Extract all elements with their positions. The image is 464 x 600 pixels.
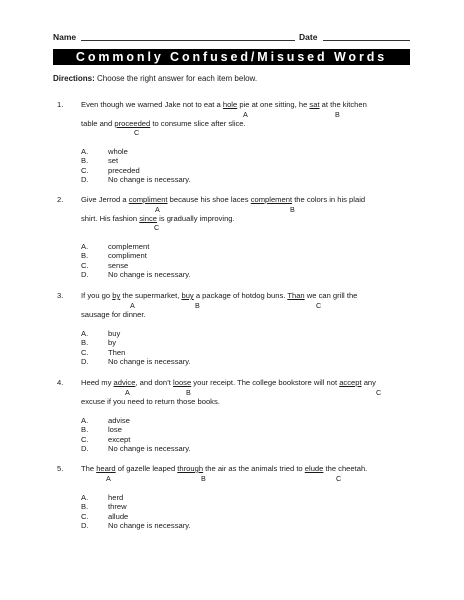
underlined-word-c: proceeded bbox=[114, 119, 151, 128]
choice-a[interactable]: A. herd bbox=[81, 493, 124, 502]
choice-c[interactable]: C. sense bbox=[81, 260, 129, 270]
choice-b[interactable]: B. threw bbox=[81, 502, 127, 512]
label-b: B bbox=[201, 474, 206, 483]
directions-label: Directions: bbox=[53, 74, 95, 83]
label-c: C bbox=[316, 301, 322, 310]
underlined-word-c: since bbox=[139, 214, 157, 223]
answer-choices bbox=[81, 147, 191, 184]
question-line-2: shirt. His fashion since is gradually improving. bbox=[81, 214, 235, 223]
choice-b[interactable]: B. by bbox=[81, 338, 117, 348]
underlined-word-c: Than bbox=[287, 291, 305, 300]
underlined-word-a: heard bbox=[96, 464, 116, 473]
underlined-word-a: hole bbox=[222, 100, 238, 109]
question-line-1: If you go by the supermarket, buy a package of hotdog buns. Than we can grill the bbox=[81, 291, 358, 300]
directions-text: Choose the right answer for each item below. bbox=[94, 74, 258, 83]
choice-d[interactable]: D. No change is necessary. bbox=[81, 520, 191, 530]
answer-choices bbox=[81, 493, 191, 530]
choice-b[interactable]: B. lose bbox=[81, 425, 122, 435]
underlined-word-b: buy bbox=[181, 291, 194, 300]
label-b: B bbox=[195, 301, 200, 310]
question-line-2: excuse if you need to return those books. bbox=[81, 397, 220, 406]
question-line-1: Give Jerrod a compliment because his shoe laces complement the colors in his plaid bbox=[81, 195, 366, 204]
answer-choices bbox=[81, 416, 191, 453]
name-label: Name bbox=[53, 32, 77, 42]
question-number: 1. bbox=[57, 100, 64, 109]
label-c: C bbox=[134, 128, 140, 137]
choice-d[interactable]: D. No change is necessary. bbox=[81, 174, 191, 184]
label-b: B bbox=[290, 205, 295, 214]
label-a: A bbox=[243, 110, 248, 119]
directions bbox=[53, 74, 257, 83]
label-a: A bbox=[125, 388, 130, 397]
question-number: 2. bbox=[57, 195, 64, 204]
choice-a[interactable]: A. complement bbox=[81, 242, 150, 251]
question-line-1: Heed my advice, and don’t loose your receipt. The college bookstore will not accept any bbox=[81, 378, 376, 387]
label-c: C bbox=[376, 388, 382, 397]
choice-d[interactable]: D. No change is necessary. bbox=[81, 269, 191, 279]
question-line-1: The heard of gazelle leaped through the air as the animals tried to elude the cheetah. bbox=[81, 464, 368, 473]
underlined-word-b: complement bbox=[250, 195, 293, 204]
name-field-line[interactable] bbox=[81, 40, 295, 41]
underlined-word-a: advice bbox=[113, 378, 136, 387]
label-b: B bbox=[186, 388, 191, 397]
underlined-word-b: through bbox=[177, 464, 204, 473]
label-b: B bbox=[335, 110, 340, 119]
choice-a[interactable]: A. advise bbox=[81, 416, 130, 425]
question-line-2: table and proceeded to consume slice after slice. bbox=[81, 119, 246, 128]
answer-choices bbox=[81, 242, 191, 279]
underlined-word-c: elude bbox=[304, 464, 324, 473]
worksheet-title: Commonly Confused/Misused Words bbox=[53, 49, 410, 65]
underlined-word-a: by bbox=[112, 291, 121, 300]
question-number: 4. bbox=[57, 378, 64, 387]
label-c: C bbox=[336, 474, 342, 483]
question-number: 3. bbox=[57, 291, 64, 300]
choice-a[interactable]: A. buy bbox=[81, 329, 121, 338]
choice-b[interactable]: B. set bbox=[81, 156, 119, 166]
choice-b[interactable]: B. compliment bbox=[81, 251, 147, 261]
question-line-2: sausage for dinner. bbox=[81, 310, 146, 319]
label-a: A bbox=[106, 474, 111, 483]
underlined-word-a: compliment bbox=[128, 195, 168, 204]
underlined-word-b: sat bbox=[309, 100, 320, 109]
choice-a[interactable]: A. whole bbox=[81, 147, 128, 156]
date-label: Date bbox=[299, 32, 318, 42]
choice-c[interactable]: C. except bbox=[81, 434, 131, 444]
question-line-1: Even though we warned Jake not to eat a hole pie at one sitting, he sat at the kitchen bbox=[81, 100, 367, 109]
underlined-word-c: accept bbox=[339, 378, 362, 387]
underlined-word-b: loose bbox=[173, 378, 192, 387]
choice-d[interactable]: D. No change is necessary. bbox=[81, 443, 191, 453]
choice-c[interactable]: C. preceded bbox=[81, 165, 140, 175]
answer-choices bbox=[81, 329, 191, 366]
choice-c[interactable]: C. allude bbox=[81, 511, 129, 521]
date-field-line[interactable] bbox=[323, 40, 410, 41]
question-number: 5. bbox=[57, 464, 64, 473]
label-a: A bbox=[155, 205, 160, 214]
label-c: C bbox=[154, 223, 160, 232]
choice-d[interactable]: D. No change is necessary. bbox=[81, 356, 191, 366]
choice-c[interactable]: C. Then bbox=[81, 347, 126, 357]
label-a: A bbox=[130, 301, 135, 310]
